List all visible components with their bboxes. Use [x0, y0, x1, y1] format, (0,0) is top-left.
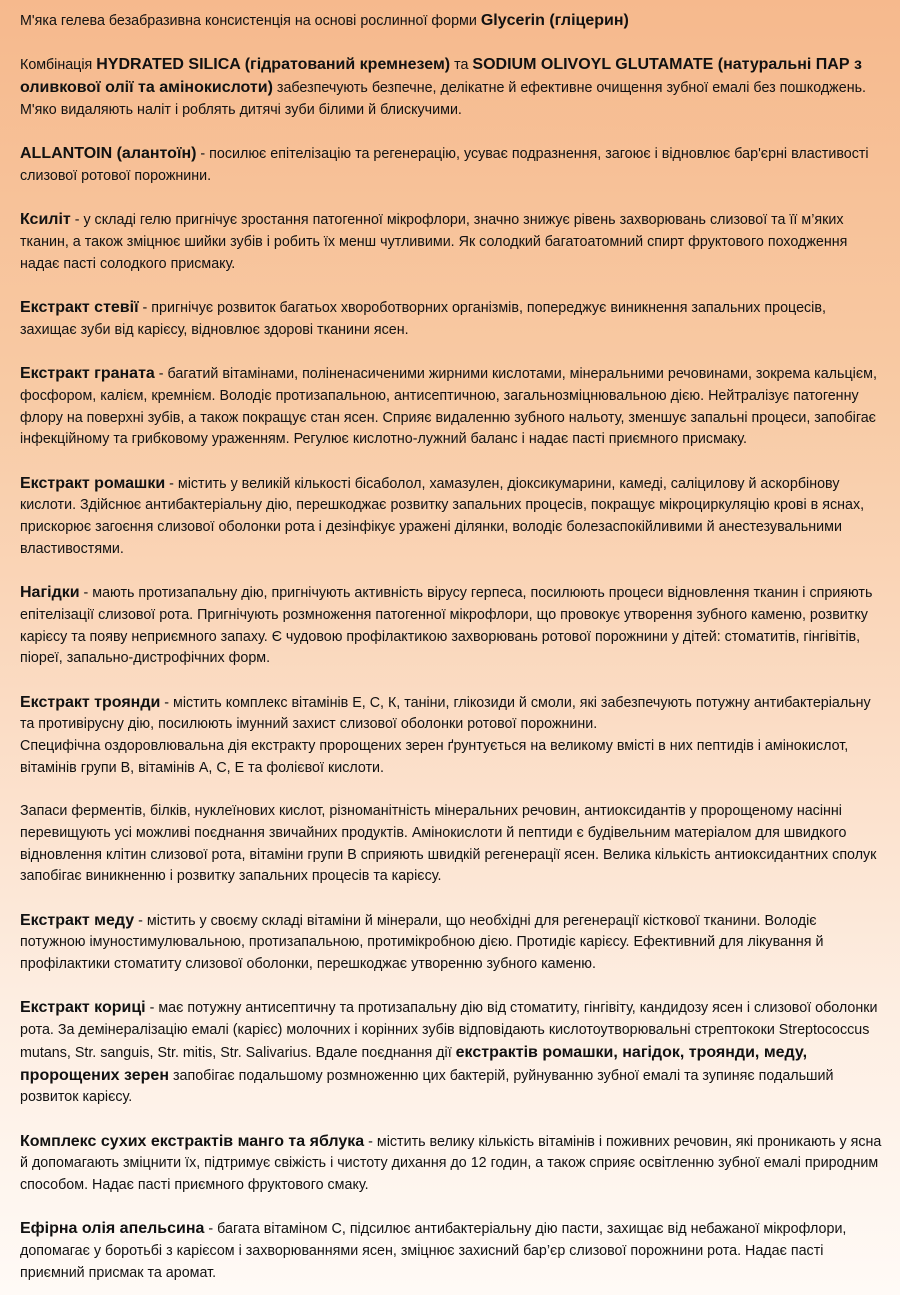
paragraph-honey	[20, 910, 886, 976]
ingredient-description: забезпечують безпечне, делікатне й ефективне очищення зубної емалі без пошкоджень. М'яко видаляють наліт і роблять дитячі зуби білими й блискучими.	[20, 80, 867, 118]
ingredient-description: - містить у своєму складі вітаміни й мінерали, що необхідні для регенерації кісткової тканини. Володіє потужною імуностимулювальною, протизапальною, протимікробною дією. Протидіє карієсу. Ефективний для лікування й профілактики стоматиту слизової оболонки, перешкоджає утворенню зубного каменю.	[20, 912, 824, 973]
ingredient-name: Екстракт троянди	[20, 693, 161, 711]
ingredient-name: HYDRATED SILICA (гідратований кремнезем)	[96, 56, 451, 74]
ingredient-name: Комплекс сухих екстрактів манго та яблука	[20, 1132, 365, 1150]
ingredient-description: - містить комплекс вітамінів Е, С, К, таніни, глікозиди й смоли, які забезпечують потужну антибактеріальну та противірусну дію, посилюють імунний захист слизової оболонки ротової порожнини.	[20, 694, 871, 733]
paragraph-xylitol	[20, 209, 886, 275]
ingredient-name: Нагідки	[20, 584, 80, 602]
paragraph-orange-oil	[20, 1218, 886, 1284]
ingredient-name: Екстракт кориці	[20, 999, 146, 1017]
paragraph-stevia	[20, 297, 886, 341]
ingredient-description: та	[450, 57, 473, 74]
ingredient-name: ALLANTOIN (алантоїн)	[20, 145, 197, 163]
ingredient-description: - багатий вітамінами, поліненасиченими жирними кислотами, мінеральними речовинами, зокрема кальцієм, фосфором, калієм, кремнієм. Володіє протизапальною, антисептичною, загальнозміцнювальною дією. Нейтралізує патогенну флору на поверхні зубів, а також покращує стан ясен. Сприяє видаленню зубного нальоту, зменшує запальні процеси, запобігає інфекційному та грибковому ураженням. Регулює кислотно-лужний баланс і надає пасті приємного присмаку.	[20, 366, 877, 448]
ingredient-description: - у складі гелю пригнічує зростання патогенної мікрофлори, значно знижує рівень захворювань слизової та її м’яких тканин, а також зміцнює шийки зубів і робить їх менш чутливими. Як солодкий багатоатомний спирт фруктового походження надає пасті солодкого присмаку.	[20, 212, 848, 272]
ingredient-description: - містить у великій кількості бісаболол, хамазулен, діоксикумарини, камеді, саліцилову й аскорбінову кислоти. Здійснює антибактеріальну дію, перешкоджає розвитку запальних процесів, покращує мікроциркуляцію крові в яснах, прискорює загоєння слизової оболонки рота і дезінфікує уражені ділянки, володіє болезаспокійливими й анестезувальними властивостями.	[20, 475, 865, 557]
ingredient-description: Запаси ферментів, білків, нуклеїнових кислот, різноманітність мінеральних речовин, антиоксидантів у пророщеному насінні перевищують усі можливі поєднання звичайних продуктів. Амінокислоти й пептиди є будівельним матеріалом для швидкого відновлення клітин слизової рота, вітаміни групи В сприяють швидкій регенерації ясен. Велика кількість антиоксидантних сполук запобігає виникненню і розвитку запальних процесів та карієсу.	[20, 803, 877, 885]
paragraph-hydrated-silica	[20, 54, 886, 121]
ingredient-name: Екстракт стевії	[20, 299, 139, 317]
paragraph-sprouts	[20, 801, 886, 888]
ingredient-description: М'яка гелева безабразивна консистенція на основі рослинної форми	[20, 13, 481, 29]
ingredient-name: Glycerin (гліцерин)	[480, 12, 629, 29]
ingredient-name: екстрактів ромашки, нагідок, троянди, меду, пророщених зерен	[20, 1043, 808, 1084]
ingredients-list	[20, 10, 886, 1285]
ingredient-name: SODIUM OLIVOYL GLUTAMATE (натуральні ПАР з оливкової олії та амінокислоти)	[20, 56, 862, 97]
ingredient-description: - пригнічує розвиток багатьох хвороботворних організмів, попереджує виникнення запальних процесів, захищає зуби від карієсу, відновлює здорові тканини ясен.	[20, 300, 826, 338]
paragraph-allantoin	[20, 143, 886, 187]
ingredient-description: запобігає подальшому розмноженню цих бактерій, руйнуванню зубної емалі та зупиняє подальший розвиток карієсу.	[20, 1067, 834, 1106]
ingredient-description: - посилює епітелізацію та регенерацію, усуває подразнення, загоює і відновлює бар'єрні властивості слизової ротової порожнини.	[20, 146, 869, 184]
paragraph-rose	[20, 692, 886, 780]
paragraph-chamomile	[20, 473, 886, 561]
ingredient-name: Екстракт меду	[20, 911, 135, 929]
paragraph-intro	[20, 10, 886, 33]
paragraph-cinnamon	[20, 997, 886, 1109]
ingredient-name: Екстракт граната	[20, 365, 155, 383]
ingredient-description: - мають протизапальну дію, пригнічують активність вірусу герпеса, посилюють процеси відновлення тканин і сприяють епітелізації слизової рота. Пригнічують розмноження патогенної мікрофлори, що провокує утворення зубного каменю, розвитку карієсу та появу неприємного запаху. Є чудовою профілактикою захворювань ротової порожнини у дітей: стоматитів, гінгівітів, піореї, запально-дистрофічних форм.	[20, 585, 873, 667]
ingredient-name: Ксиліт	[20, 211, 71, 229]
ingredient-description: - містить велику кількість вітамінів і поживних речовин, які проникають у ясна й допомагають зміцнити їх, підтримує свіжість і чистоту дихання до 12 годин, а також сприяє освітленню зубної емалі природним способом. Надає пасті приємного фруктового смаку.	[20, 1133, 882, 1194]
paragraph-marigold	[20, 582, 886, 670]
ingredient-description: Комбінація	[20, 57, 97, 74]
ingredient-name: Екстракт ромашки	[20, 474, 166, 492]
ingredient-description: - має потужну антисептичну та протизапальну дію від стоматиту, гінгівіту, кандидозу ясен і слизової оболонки рота. За демінералізацію емалі (карієс) молочних і корінних зубів відповідають кислотоутворювальні стрептококи Streptococcus mutans, Str. sanguis, Str. mitis, Str. Salivarius. Вдале поєднання дії	[20, 1000, 878, 1061]
ingredient-description: Специфічна оздоровлювальна дія екстракту пророщених зерен ґрунтується на великому вмісті в них пептидів і амінокислот, вітамінів групи В, вітамінів А, С, Е та фолієвої кислоти.	[20, 738, 849, 776]
ingredient-description: - багата вітаміном С, підсилює антибактеріальну дію пасти, захищає від небажаної мікрофлори, допомагає у боротьбі з карієсом і захворюваннями ясен, зміцнює захисний бар’єр слизової порожнини рота. Надає пасті приємний присмак та аромат.	[20, 1221, 847, 1281]
paragraph-mango-apple	[20, 1131, 886, 1197]
ingredient-name: Ефірна олія апельсина	[20, 1220, 205, 1238]
paragraph-pomegranate	[20, 363, 886, 451]
